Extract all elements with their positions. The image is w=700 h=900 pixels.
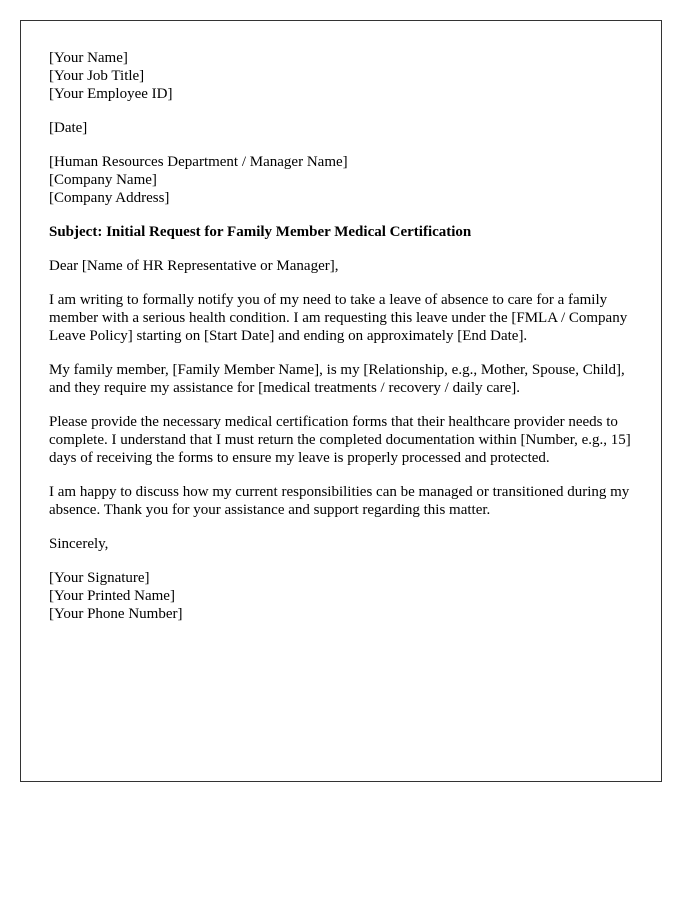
recipient-name: [Human Resources Department / Manager Name]	[49, 154, 348, 170]
sender-id: [Your Employee ID]	[49, 86, 173, 102]
salutation: Dear [Name of HR Representative or Manager],	[49, 258, 339, 274]
sender-name: [Your Name]	[49, 50, 128, 66]
closing: Sincerely,	[49, 536, 109, 552]
sender-title: [Your Job Title]	[49, 68, 145, 84]
body-paragraph: I am happy to discuss how my current responsibilities can be managed or transitioned during my absence. Thank you for your assistance and support regarding this matter.	[49, 484, 630, 518]
body-paragraph: I am writing to formally notify you of my need to take a leave of absence to care for a family member with a serious health condition. I am requesting this leave under the [FMLA / Company Leave Policy] starting on [Start Date] and ending on approximately [End Date].	[49, 292, 628, 344]
phone-number: [Your Phone Number]	[49, 606, 183, 622]
printed-name: [Your Printed Name]	[49, 588, 175, 604]
sender-block	[49, 49, 633, 103]
recipient-company: [Company Name]	[49, 172, 157, 188]
subject-line: Subject: Initial Request for Family Member Medical Certification	[49, 224, 472, 240]
signature-block	[49, 569, 633, 623]
recipient-block	[49, 153, 633, 207]
letter-page	[20, 20, 662, 782]
letter-date: [Date]	[49, 120, 88, 136]
body-paragraph: My family member, [Family Member Name], is my [Relationship, e.g., Mother, Spouse, Child], and they require my assistance for [medical treatments / recovery / daily care].	[49, 362, 625, 396]
body-paragraph: Please provide the necessary medical certification forms that their healthcare provider needs to complete. I understand that I must return the completed documentation within [Number, e.g., 15] days of receiving the forms to ensure my leave is properly processed and protected.	[49, 414, 631, 466]
recipient-address: [Company Address]	[49, 190, 170, 206]
signature: [Your Signature]	[49, 570, 150, 586]
